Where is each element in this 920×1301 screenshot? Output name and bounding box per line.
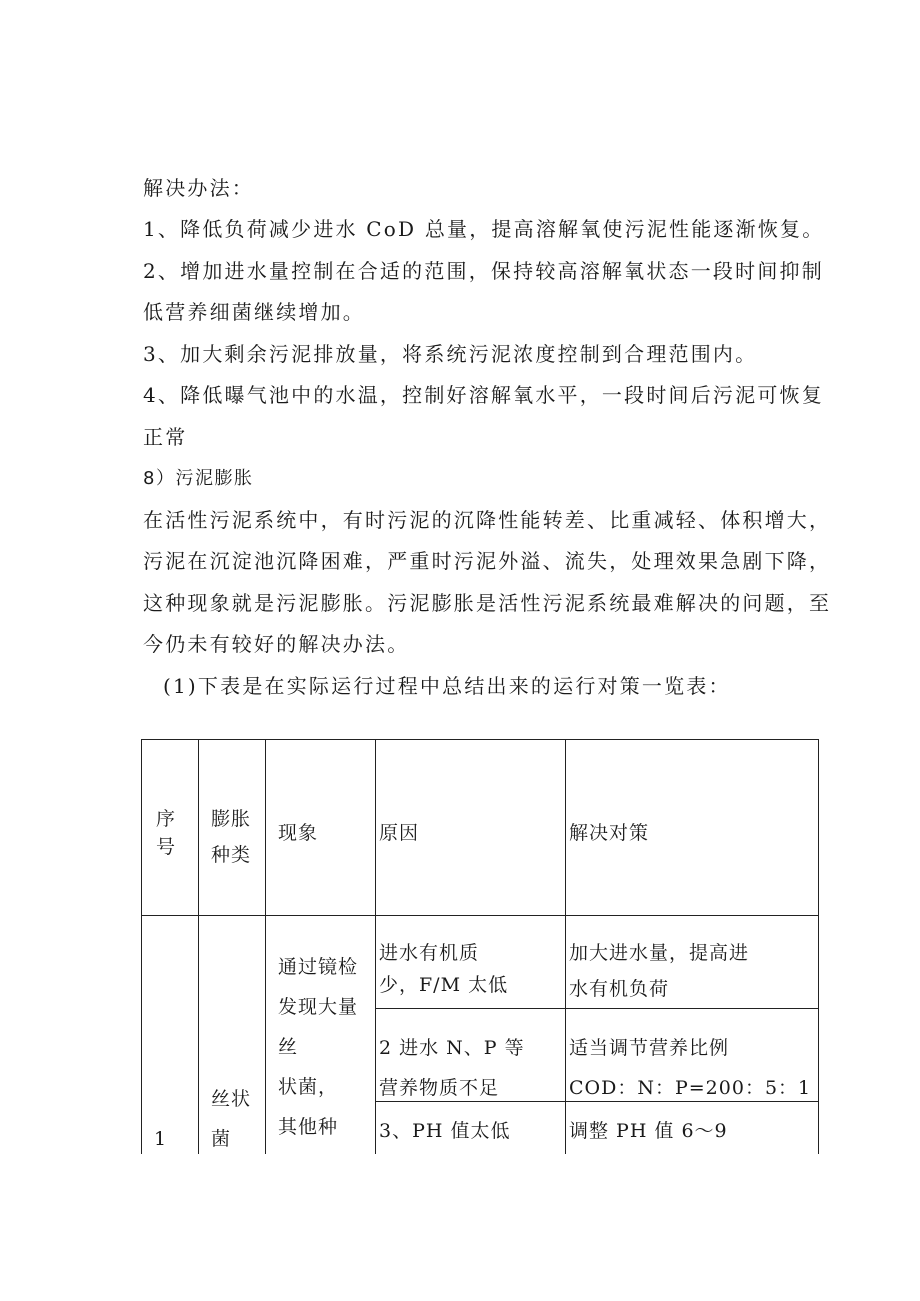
row1-solution-1: 加大进水量，提高进 水有机负荷 (566, 916, 819, 1009)
intro-paragraph-line3: 这种现象就是污泥膨胀。污泥膨胀是活性污泥系统最难解决的问题，至 (143, 591, 832, 615)
table-header-row (142, 740, 819, 916)
header-phenomenon: 现象 (266, 740, 376, 916)
solutions-heading: 解决办法： (143, 176, 254, 200)
intro-paragraph-line1: 在活性污泥系统中，有时污泥的沉降性能转差、比重减轻、体积增大， (143, 508, 832, 532)
row1-type: 丝状 菌 (199, 916, 266, 1222)
solution-item-4-line2: 正常 (143, 425, 188, 449)
header-cause: 原因 (376, 740, 566, 916)
intro-paragraph-line4: 今仍未有较好的解决办法。 (143, 632, 410, 656)
row1-solution-3: 调整 PH 值 6～9 (566, 1102, 819, 1222)
row1-cause-3: 3、PH 值太低 (376, 1102, 566, 1222)
header-solution: 解决对策 (566, 740, 819, 916)
solution-item-2-line1: 2、增加进水量控制在合适的范围，保持较高溶解氧状态一段时间抑制 (143, 259, 824, 283)
countermeasure-table (141, 739, 819, 1222)
table-row (142, 916, 819, 1009)
intro-paragraph-line2: 污泥在沉淀池沉降困难，严重时污泥外溢、流失，处理效果急剧下降， (143, 549, 832, 573)
header-seq: 序 号 (142, 740, 199, 916)
row1-cause-2: 2 进水 N、P 等 营养物质不足 (376, 1009, 566, 1102)
solution-item-1: 1、降低负荷减少进水 CoD 总量，提高溶解氧使污泥性能逐渐恢复。 (143, 217, 825, 241)
table-caption: (1)下表是在实际运行过程中总结出来的运行对策一览表： (163, 674, 731, 698)
section-heading: 8）污泥膨胀 (143, 468, 254, 489)
header-type: 膨胀 种类 (199, 740, 266, 916)
row1-phenomenon: 通过镜检 发现大量 丝 状菌， 其他种 (266, 916, 376, 1222)
solution-item-4-line1: 4、降低曝气池中的水温，控制好溶解氧水平，一段时间后污泥可恢复 (143, 383, 824, 407)
row1-cause-1: 进水有机质 少，F/M 太低 (376, 916, 566, 1009)
solution-item-3: 3、加大剩余污泥排放量，将系统污泥浓度控制到合理范围内。 (143, 342, 758, 366)
solution-item-2-line2: 低营养细菌继续增加。 (143, 300, 365, 324)
row1-seq: 1 (142, 916, 199, 1222)
page-bottom-margin (0, 1154, 920, 1301)
row1-solution-2: 适当调节营养比例 COD：N：P=200：5：1 (566, 1009, 819, 1102)
